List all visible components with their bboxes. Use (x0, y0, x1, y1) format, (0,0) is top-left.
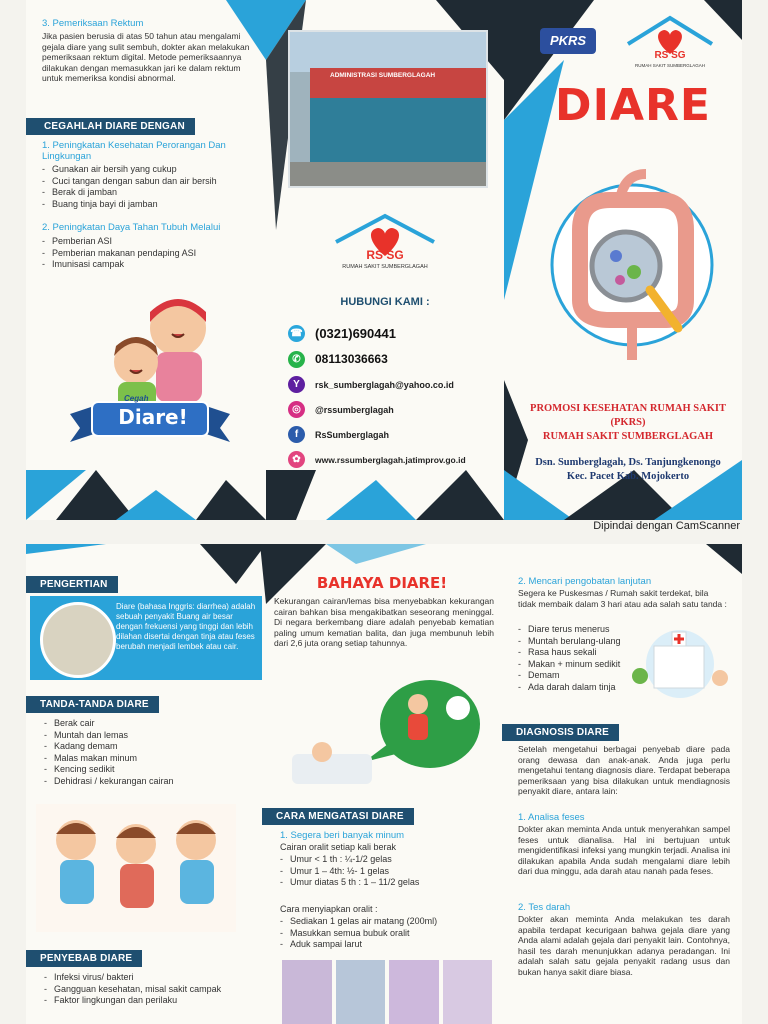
list-item: - Rasa haus sekali (518, 647, 638, 659)
prevent-header (26, 116, 195, 132)
contact-title: HUBUNGI KAMI : (340, 296, 430, 308)
penyebab-list (44, 972, 259, 1007)
list-item: - Cuci tangan dengan sabun dan air bersih (42, 176, 257, 188)
inner-right-panel (502, 544, 742, 1024)
cover-logo-text: RS SG (654, 50, 686, 61)
oralit-photo-2 (336, 960, 386, 1024)
list-item: - Sediakan 1 gelas air matang (200ml) (280, 916, 490, 928)
list-item: - Buang tinja bayi di jamban (42, 199, 257, 211)
contact-phone[interactable] (288, 320, 500, 346)
contact-list (288, 320, 500, 472)
cover-panel (504, 0, 742, 520)
cover-hospital-logo (622, 14, 718, 72)
phone-number: (0321)690441 (315, 325, 396, 341)
email-address: rsk_sumberglagah@yahoo.co.id (315, 379, 454, 390)
cover-title: DIARE (555, 80, 711, 131)
photo-sky (290, 32, 486, 72)
prevent-title: CEGAHLAH DIARE DENGAN (26, 118, 195, 135)
diag2-heading: 2. Tes darah (518, 902, 571, 913)
list-item: - Ada darah dalam tinja (518, 682, 638, 694)
banner-big-text: Diare! (118, 405, 188, 429)
whatsapp-icon: ✆ (288, 351, 305, 368)
diag1-heading: 1. Analisa feses (518, 812, 585, 823)
contact-email[interactable] (288, 372, 500, 397)
sick-child-illustration (292, 674, 482, 794)
pengertian-header (26, 574, 118, 590)
oralit-list (280, 916, 490, 951)
cara1-heading: 1. Segera beri banyak minum (280, 830, 405, 841)
penyebab-header (26, 948, 142, 964)
logo-subtext: RUMAH SAKIT SUMBERGLAGAH (342, 264, 428, 270)
list-item: - Pemberian ASI (42, 236, 257, 248)
brochure-outer-side (26, 0, 742, 520)
list-item: - Aduk sampai larut (280, 939, 490, 951)
cover-address (514, 456, 742, 484)
list-item: - Faktor lingkungan dan perilaku (44, 995, 259, 1007)
clinic-illustration (624, 620, 736, 700)
list-item: - Kencing sedikit (44, 764, 254, 776)
promo-line-3: RUMAH SAKIT SUMBERGLAGAH (542, 431, 714, 442)
item3-heading: 3. Pemeriksaan Rektum (42, 18, 144, 29)
tanda-header (26, 694, 159, 710)
tanda-title: TANDA-TANDA DIARE (26, 696, 159, 713)
intestine-drawing (550, 160, 716, 370)
oralit-photo-3 (389, 960, 439, 1024)
photo-ground (290, 162, 486, 186)
scanner-watermark: Dipindai dengan CamScanner (593, 520, 740, 532)
list-item: - Infeksi virus/ bakteri (44, 972, 259, 984)
brochure-inner-side (26, 544, 742, 1024)
item3-text: Jika pasien berusia di atas 50 tahun atau mengalami gejala diare yang sulit sembuh, dokter akan melakukan pemeriksaan rektum digital. Metode pemeriksaannya dilakukan dengan memasukkan jari ke dalam rektum untuk memeriksa kondisi abnormal. (42, 31, 250, 83)
list-item: - Makan + minum sedikit (518, 659, 638, 671)
oralit-subtext: Cara menyiapkan oralit : (280, 904, 378, 914)
sick-child-drawing (292, 674, 482, 794)
penyebab-title: PENYEBAB DIARE (26, 950, 142, 967)
sick-kids-drawing (36, 804, 236, 932)
building-sign: ADMINISTRASI SUMBERGLAGAH (330, 72, 436, 79)
list-item: - Muntah dan lemas (44, 730, 254, 742)
inner-left-panel (26, 544, 262, 1024)
diagnosis-title: DIAGNOSIS DIARE (502, 724, 619, 741)
inner-middle-panel (262, 544, 502, 1024)
list-item: - Gunakan air bersih yang cukup (42, 164, 257, 176)
list-item: - Demam (518, 670, 638, 682)
hospital-photo (288, 30, 488, 188)
oralit-photo-1 (282, 960, 332, 1024)
bahaya-text: Kekurangan cairan/lemas bisa menyebabkan kekurangan cairan bahkan bisa mengakibatkan seseorang meninggal. Di negara berkembang diare adalah penyebab kematian paling umum kematian balita, dan juga membunuh lebih dari 2,6 juta orang setiap tahunnya. (274, 596, 494, 648)
contact-facebook[interactable] (288, 422, 500, 447)
contact-whatsapp[interactable] (288, 346, 500, 372)
list-item: - Umur diatas 5 th : 1 – 11/2 gelas (280, 877, 490, 889)
contact-instagram[interactable] (288, 397, 500, 422)
list-item: - Malas makan minum (44, 753, 254, 765)
whatsapp-number: 08113036663 (315, 352, 388, 366)
cegah-diare-banner (70, 392, 230, 448)
list-item: - Diare terus menerus (518, 624, 638, 636)
instagram-handle: @rssumberglagah (315, 404, 394, 415)
logo-text: RS SG (366, 248, 404, 262)
instagram-icon: ◎ (288, 401, 305, 418)
cover-promo (514, 402, 742, 444)
facebook-icon: f (288, 426, 305, 443)
cara1-list (280, 854, 490, 889)
intestine-illustration (550, 160, 716, 370)
diagnosis-header (502, 722, 619, 738)
promo-line-1: PROMOSI KESEHATAN RUMAH SAKIT (530, 403, 726, 414)
cara-header (262, 806, 414, 822)
prevent-point2-list (42, 236, 257, 271)
item2-heading: 2. Mencari pengobatan lanjutan (518, 576, 652, 587)
diagnosis-text: Setelah mengetahui berbagai penyebab diare pada orang dewasa dan anak-anak. Anda juga perlu mengetahui tentang diagnosis diare. Terdapat beberapa pemeriksaan yang bisa dilakukan untuk mendiagnosis penyakit diare, antara lain: (518, 744, 730, 796)
yahoo-icon: Y (288, 376, 305, 393)
list-item: - Pemberian makanan pendaping ASI (42, 248, 257, 260)
cara-title: CARA MENGATASI DIARE (262, 808, 414, 825)
list-item: - Berak di jamban (42, 187, 257, 199)
outer-middle-panel (266, 0, 504, 520)
pengertian-title: PENGERTIAN (26, 576, 118, 593)
oralit-steps-photos (282, 960, 492, 1024)
outer-left-panel (26, 0, 266, 520)
sick-kids-illustration (36, 804, 236, 932)
list-item: - Berak cair (44, 718, 254, 730)
promo-line-2: (PKRS) (610, 417, 646, 428)
oralit-photo-4 (443, 960, 493, 1024)
list-item: - Umur 1 – 4th: ½- 1 gelas (280, 866, 490, 878)
address-line-2: Kec. Pacet Kab. Mojokerto (566, 471, 690, 482)
prevent-point1-list (42, 164, 257, 210)
contact-website[interactable] (288, 447, 500, 472)
banner-small-text: Cegah (124, 394, 149, 403)
bahaya-title: BAHAYA DIARE! (316, 574, 448, 592)
pengertian-box (30, 596, 262, 680)
prevent-point1-heading: 1. Peningkatan Kesehatan Perorangan Dan Lingkungan (42, 140, 226, 162)
item2-list (518, 624, 638, 693)
diag2-text: Dokter akan meminta Anda melakukan tes darah apabila terdapat kecurigaan bahwa gejala diare yang Anda alami adalah gejala dari penyakit lain. Contohnya, hasil tes darah menunjukkan adanya peradangan. Ini adalah salah satu gejala penyakit radang usus dan bukan hanya sakit diare biasa. (518, 914, 730, 977)
list-item: - Muntah berulang-ulang (518, 636, 638, 648)
list-item: - Gangguan kesehatan, misal sakit campak (44, 984, 259, 996)
list-item: - Imunisasi campak (42, 259, 257, 271)
diag1-text: Dokter akan meminta Anda untuk menyerahkan sampel feses untuk dianalisa. Hal ini bertujuan untuk mengidentifikasi infeksi yang mungkin terjadi. Analisa ini dilakukan apabila Anda sudah mengalami diare lebih dari dua minggu, ada darah atau nanah pada feses. (518, 824, 730, 876)
pkrs-logo: PKRS (540, 28, 596, 54)
cara1-subtext: Cairan oralit setiap kali berak (280, 842, 397, 852)
stool-image (40, 602, 116, 678)
list-item: - Umur < 1 th : ¼-1/2 gelas (280, 854, 490, 866)
cover-logo-subtext: RUMAH SAKIT SUMBERGLAGAH (635, 63, 705, 68)
list-item: - Dehidrasi / kekurangan cairan (44, 776, 254, 788)
tanda-list (44, 718, 254, 787)
prevent-point2-heading: 2. Peningkatan Daya Tahan Tubuh Melalui (42, 222, 221, 233)
facebook-page: RsSumberglagah (315, 429, 390, 440)
pengertian-text: Diare (bahasa Inggris: diarrhea) adalah sebuah penyakit Buang air besar dengan frekuensi yang tinggi dan lebih dilahan disertai dengan tinja atau feses berubah menjadi lembek atau cair. (116, 602, 256, 651)
photo-building (310, 98, 486, 162)
hospital-logo (330, 212, 440, 274)
website-url: www.rssumberglagah.jatimprov.go.id (315, 454, 466, 465)
address-line-1: Dsn. Sumberglagah, Ds. Tanjungkenongo (535, 457, 721, 468)
clinic-drawing (624, 620, 736, 700)
list-item: - Kadang demam (44, 741, 254, 753)
item2-text: Segera ke Puskesmas / Rumah sakit terdekat, bila tidak membaik dalam 3 hari atau ada salah satu tanda : (518, 588, 727, 609)
phone-icon: ☎ (288, 325, 305, 342)
web-icon: ✿ (288, 451, 305, 468)
list-item: - Masukkan semua bubuk oralit (280, 928, 490, 940)
